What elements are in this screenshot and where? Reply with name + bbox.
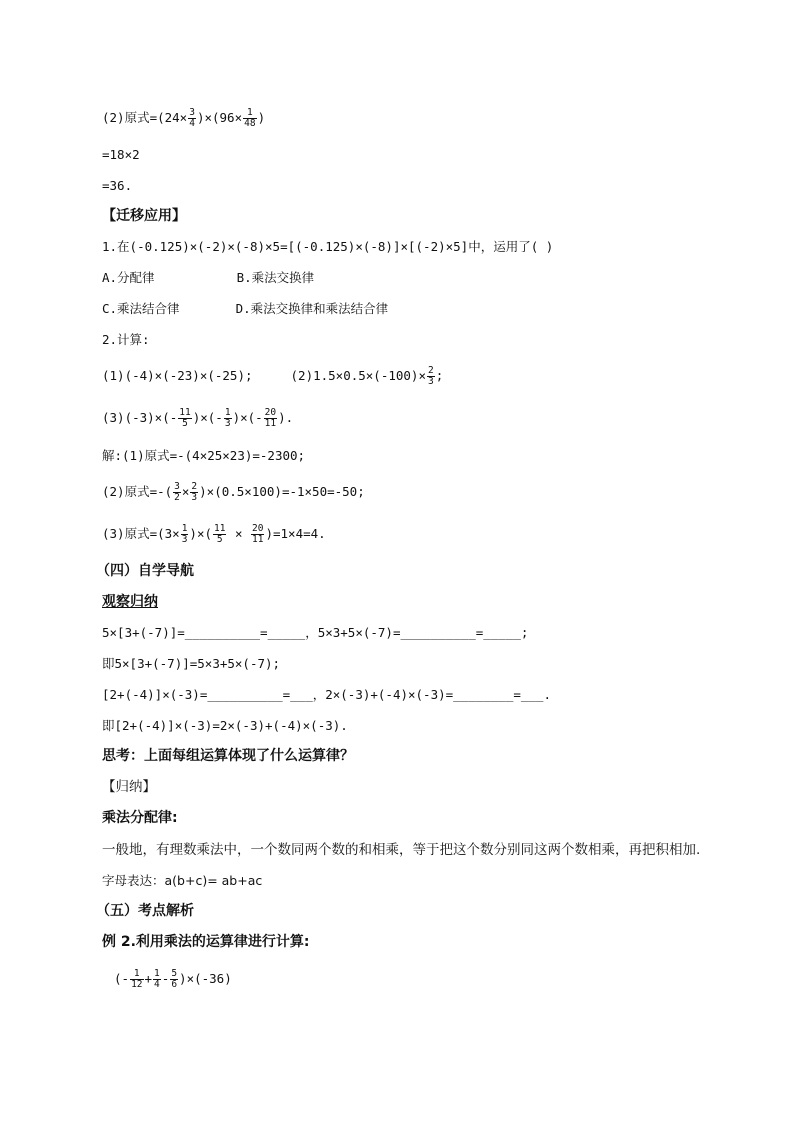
question-2-parts — [102, 366, 443, 387]
text: × — [181, 484, 190, 499]
fraction — [251, 524, 264, 545]
option-a: A.分配律 — [102, 270, 155, 285]
text: + — [144, 971, 153, 986]
answer-2 — [102, 482, 365, 503]
denominator: 5 — [216, 534, 223, 545]
numerator: 11 — [214, 523, 226, 534]
fraction — [188, 108, 196, 129]
text: )×(-36) — [179, 971, 232, 986]
fraction — [213, 524, 226, 545]
question-2-part-3 — [102, 408, 293, 429]
section-heading-four: （四）自学导航 — [96, 563, 194, 579]
numerator: 5 — [171, 968, 178, 979]
fraction — [181, 524, 189, 545]
distributive-law-text: 一般地，有理数乘法中，一个数同两个数的和相乘，等于把这个数分别同这两个数相乘，再把积相加. — [102, 842, 701, 858]
observe-line-1: 5×[3+(-7)]=__________=_____，5×3+5×(-7)=__________=_____; — [102, 625, 529, 640]
numerator: 1 — [243, 108, 256, 119]
text: (2)原式=(24× — [102, 110, 188, 125]
denominator: 3 — [181, 534, 188, 545]
text: ). — [278, 410, 294, 425]
text: × — [227, 526, 251, 541]
denominator: 4 — [154, 979, 160, 990]
example-2-expression — [114, 969, 232, 990]
solution-2-line — [102, 108, 265, 129]
observe-line-4: 即[2+(-4)]×(-3)=2×(-3)+(-4)×(-3). — [102, 718, 348, 733]
numerator: 2 — [427, 365, 434, 376]
answer-3 — [102, 524, 326, 545]
denominator: 11 — [252, 534, 264, 545]
denominator: 4 — [189, 118, 195, 129]
observe-line-2: 即5×[3+(-7)]=5×3+5×(-7); — [102, 656, 281, 671]
text: )×(- — [232, 410, 263, 425]
text: )×( — [189, 526, 212, 541]
numerator: 3 — [174, 481, 180, 492]
result-line: =36. — [102, 178, 133, 193]
option-d: D.乘法交换律和乘法结合律 — [235, 301, 389, 316]
denominator: 48 — [244, 118, 256, 129]
denominator: 6 — [171, 979, 178, 990]
denominator: 2 — [174, 492, 180, 503]
text: (- — [114, 971, 130, 986]
formula-line: 字母表达：a(b+c)= ab+ac — [102, 873, 263, 888]
text: (3)原式=(3× — [102, 526, 180, 541]
fraction — [190, 482, 198, 503]
denominator: 3 — [427, 376, 434, 387]
text: )×(- — [192, 410, 223, 425]
distributive-law-title: 乘法分配律: — [102, 810, 178, 826]
numerator: 20 — [252, 523, 264, 534]
think-line: 思考：上面每组运算体现了什么运算律？ — [102, 748, 354, 764]
numerator: 3 — [189, 107, 195, 118]
denominator: 3 — [191, 492, 198, 503]
text: - — [161, 971, 170, 986]
observe-line-3: [2+(-4)]×(-3)=__________=___，2×(-3)+(-4)×(-3)=________=___. — [102, 687, 551, 702]
numerator: 1 — [181, 523, 188, 534]
step-line: =18×2 — [102, 147, 140, 162]
text: ) — [257, 110, 266, 125]
answer-1: 解:(1)原式=-(4×25×23)=-2300; — [102, 448, 306, 463]
part-1: (1)(-4)×(-23)×(-25); — [102, 368, 253, 383]
summary-heading: 【归纳】 — [102, 779, 156, 795]
fraction — [170, 969, 178, 990]
numerator: 20 — [264, 407, 277, 418]
fraction — [224, 408, 232, 429]
denominator: 5 — [182, 418, 188, 429]
example-2-heading: 例 2.利用乘法的运算律进行计算: — [102, 934, 310, 950]
section-heading-five: （五）考点解析 — [96, 903, 194, 919]
fraction — [178, 408, 191, 429]
option-c: C.乘法结合律 — [102, 301, 180, 316]
part-2: (2)1.5×0.5×(-100)× — [290, 368, 426, 383]
text: )×(0.5×100)=-1×50=-50; — [199, 484, 365, 499]
subheading-observe: 观察归纳 — [102, 594, 158, 610]
options-ab — [102, 269, 314, 287]
text: )=1×4=4. — [265, 526, 326, 541]
text: ; — [435, 368, 444, 383]
question-2: 2.计算: — [102, 332, 150, 347]
fraction — [130, 969, 143, 990]
denominator: 11 — [264, 418, 277, 429]
numerator: 11 — [179, 407, 191, 418]
fraction — [153, 969, 161, 990]
numerator: 1 — [224, 407, 231, 418]
text: (3)(-3)×(- — [102, 410, 178, 425]
option-b: B.乘法交换律 — [236, 270, 315, 285]
text: (2)原式=-( — [102, 484, 173, 499]
fraction — [173, 482, 181, 503]
denominator: 3 — [224, 418, 231, 429]
numerator: 1 — [154, 968, 160, 979]
section-heading-transfer: 【迁移应用】 — [102, 208, 186, 224]
numerator: 2 — [191, 481, 198, 492]
fraction — [243, 108, 256, 129]
numerator: 1 — [130, 969, 143, 980]
text: )×(96× — [196, 110, 243, 125]
options-cd — [102, 300, 388, 318]
fraction — [427, 366, 435, 387]
question-1: 1.在(-0.125)×(-2)×(-8)×5=[(-0.125)×(-8)]×[(-2)×5]中，运用了( ) — [102, 239, 554, 254]
denominator: 12 — [131, 979, 143, 990]
fraction — [264, 408, 277, 429]
